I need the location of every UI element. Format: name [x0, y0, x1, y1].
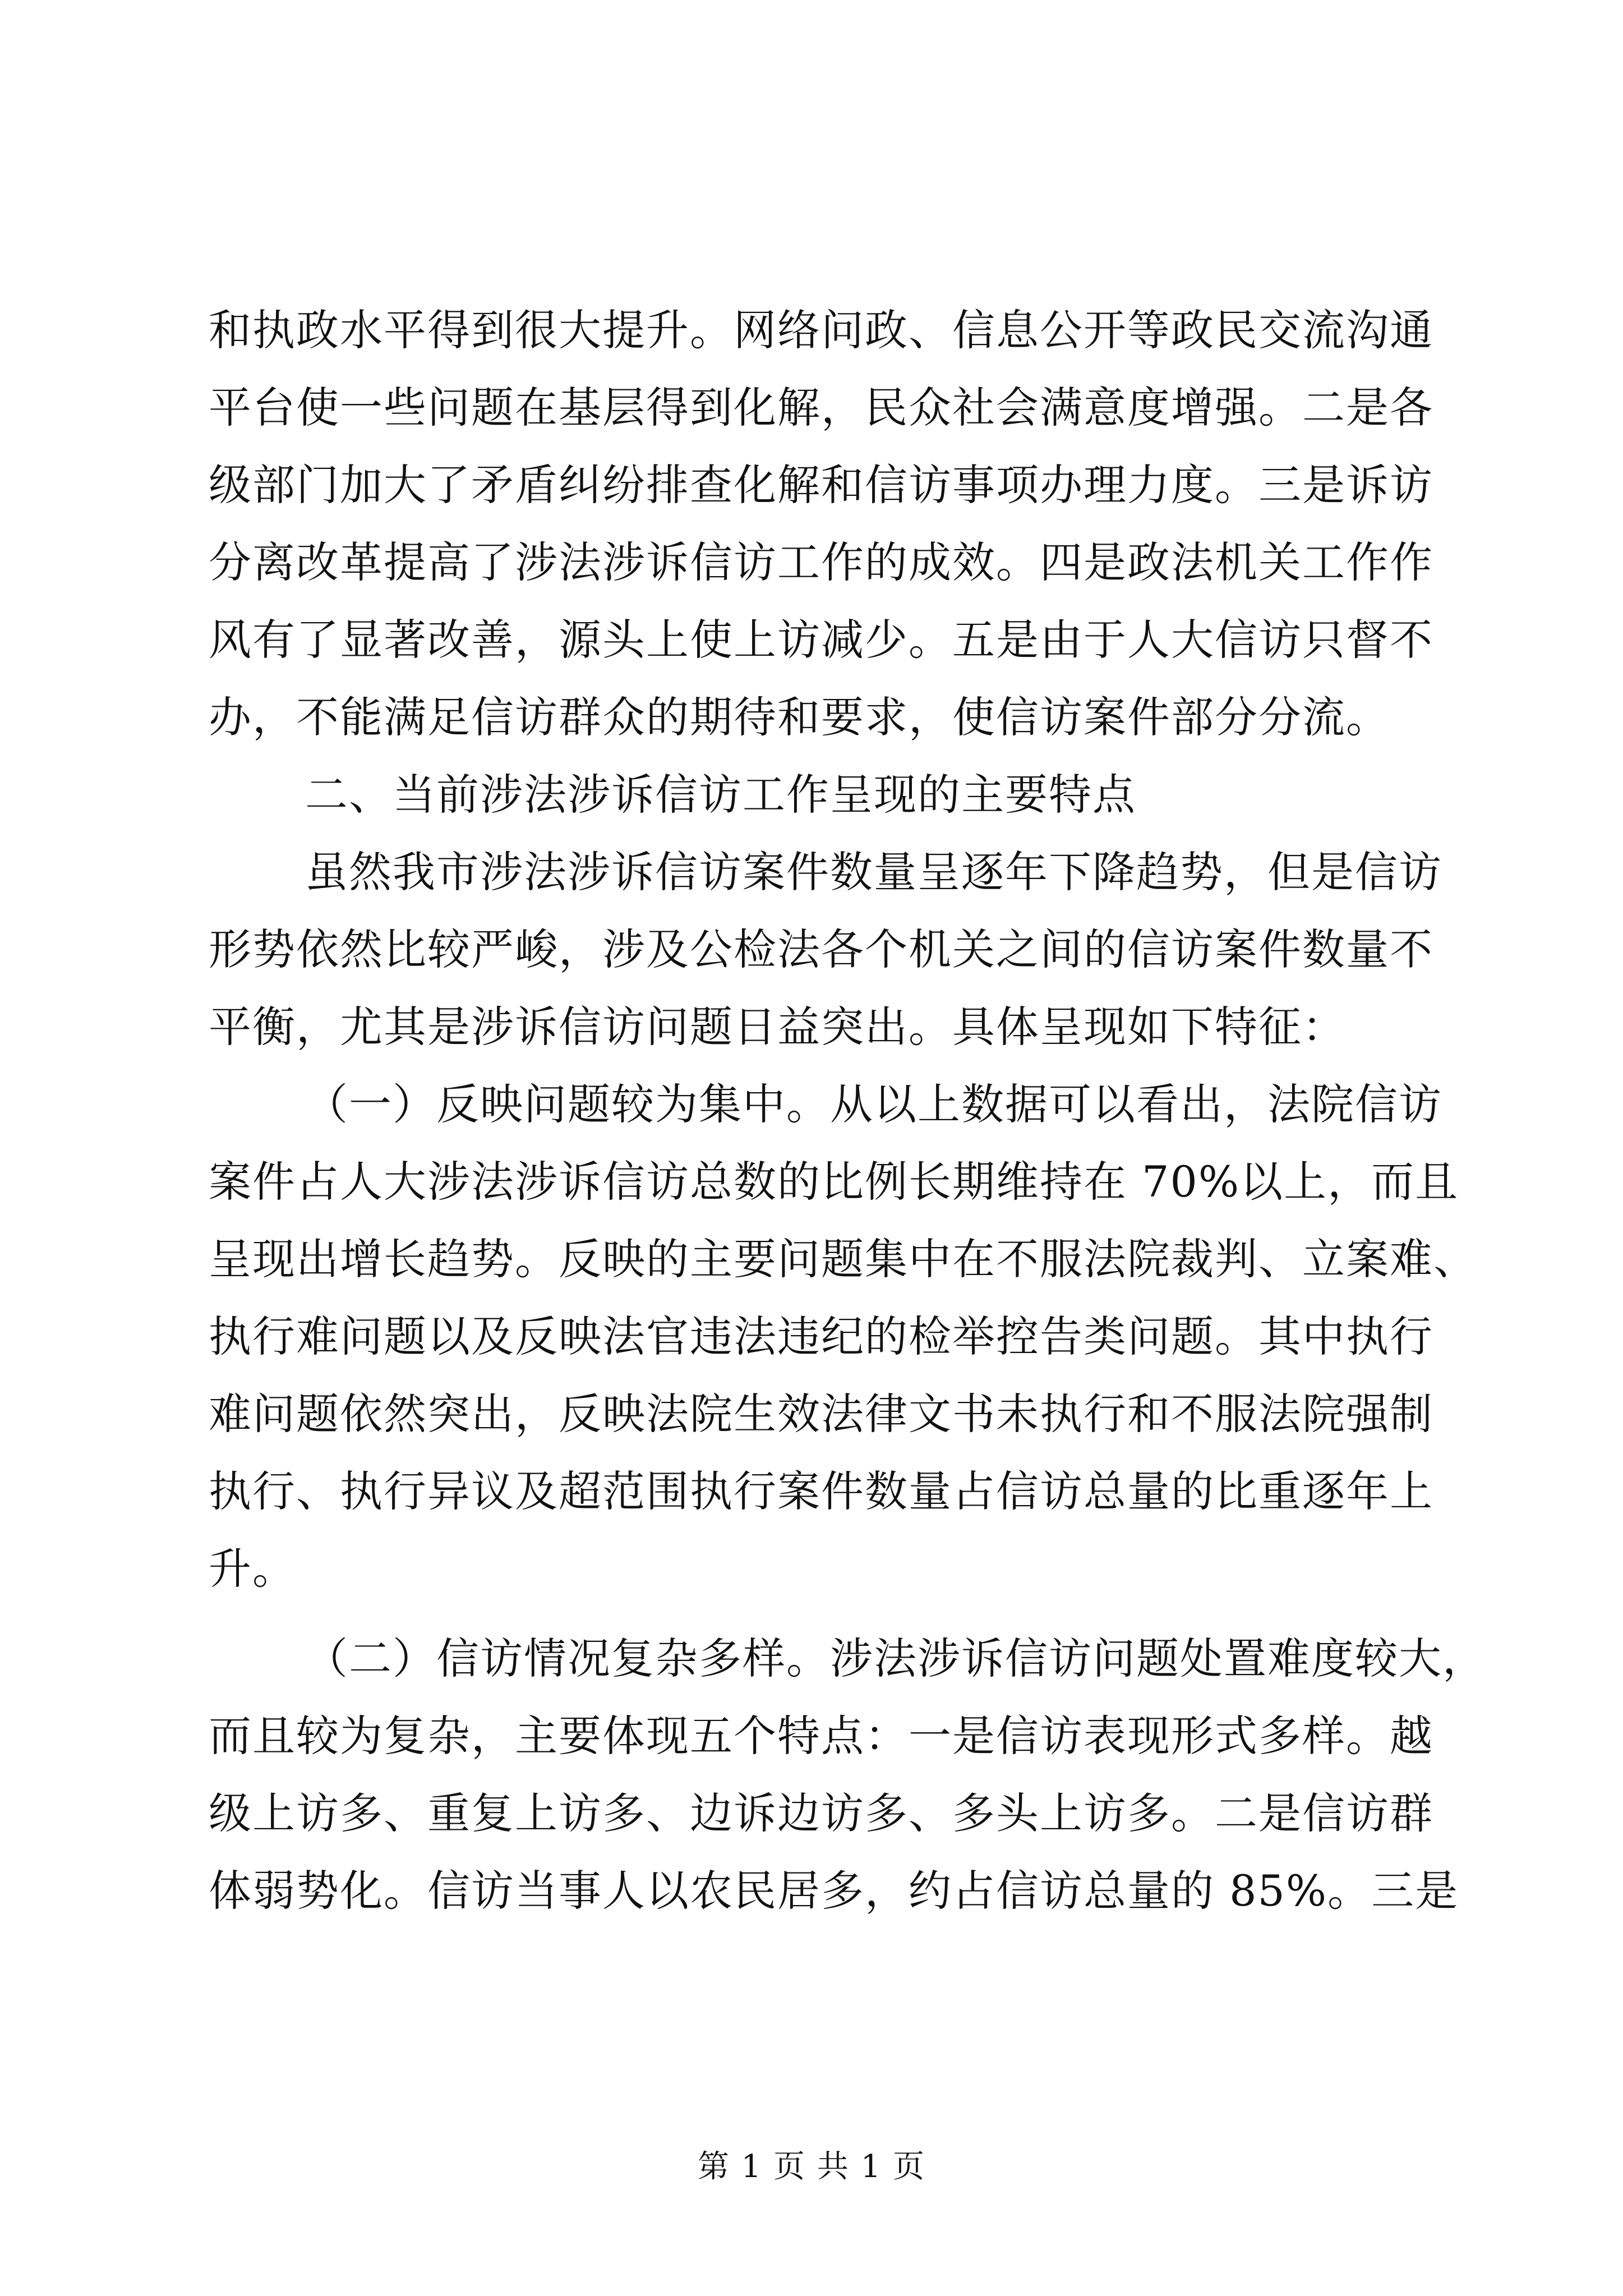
paragraph-gap: [209, 1608, 1414, 1620]
paragraph-line: 虽然我市涉法涉诉信访案件数量呈逐年下降趋势，但是信访: [305, 847, 1442, 897]
paragraph-line: 平台使一些问题在基层得到化解，民众社会满意度增强。二是各: [209, 383, 1433, 432]
document-body: [209, 292, 1486, 1930]
page-footer: 第 1 页 共 1 页: [697, 2148, 926, 2185]
paragraph-line: （二）信访情况复杂多样。涉法涉诉信访问题处置难度较大，: [305, 1634, 1486, 1683]
paragraph-line: 级部门加大了矛盾纠纷排查化解和信访事项办理力度。三是诉访: [209, 460, 1433, 510]
paragraph-line: 级上访多、重复上访多、边诉边访多、多头上访多。二是信访群: [209, 1788, 1433, 1838]
paragraph-line: 和执政水平得到很大提升。网络问政、信息公开等政民交流沟通: [209, 305, 1433, 355]
paragraph-line: 难问题依然突出，反映法院生效法律文书未执行和不服法院强制: [209, 1389, 1433, 1439]
paragraph-line: 案件占人大涉法涉诉信访总数的比例长期维持在 70%以上，而且: [209, 1157, 1459, 1207]
paragraph-line: 平衡，尤其是涉诉信访问题日益突出。具体呈现如下特征：: [209, 1002, 1346, 1052]
paragraph-line: 形势依然比较严峻，涉及公检法各个机关之间的信访案件数量不: [209, 924, 1433, 974]
paragraph-line: 体弱势化。信访当事人以农民居多，约占信访总量的 85%。三是: [209, 1866, 1459, 1916]
paragraph-line: 分离改革提高了涉法涉诉信访工作的成效。四是政法机关工作作: [209, 537, 1433, 587]
paragraph-line: 而且较为复杂，主要体现五个特点：一是信访表现形式多样。越: [209, 1711, 1433, 1761]
paragraph-line: 办，不能满足信访群众的期待和要求，使信访案件部分分流。: [209, 692, 1390, 742]
paragraph-line: 执行难问题以及反映法官违法违纪的检举控告类问题。其中执行: [209, 1312, 1433, 1361]
paragraph-line: （一）反映问题较为集中。从以上数据可以看出，法院信访: [305, 1079, 1442, 1129]
paragraph-line: 呈现出增长趋势。反映的主要问题集中在不服法院裁判、立案难、: [209, 1234, 1477, 1284]
paragraph-line: 风有了显著改善，源头上使上访减少。五是由于人大信访只督不: [209, 615, 1433, 665]
paragraph-line: 升。: [209, 1544, 296, 1594]
section-heading: 二、当前涉法涉诉信访工作呈现的主要特点: [305, 770, 1136, 820]
paragraph-line: 执行、执行异议及超范围执行案件数量占信访总量的比重逐年上: [209, 1466, 1433, 1516]
